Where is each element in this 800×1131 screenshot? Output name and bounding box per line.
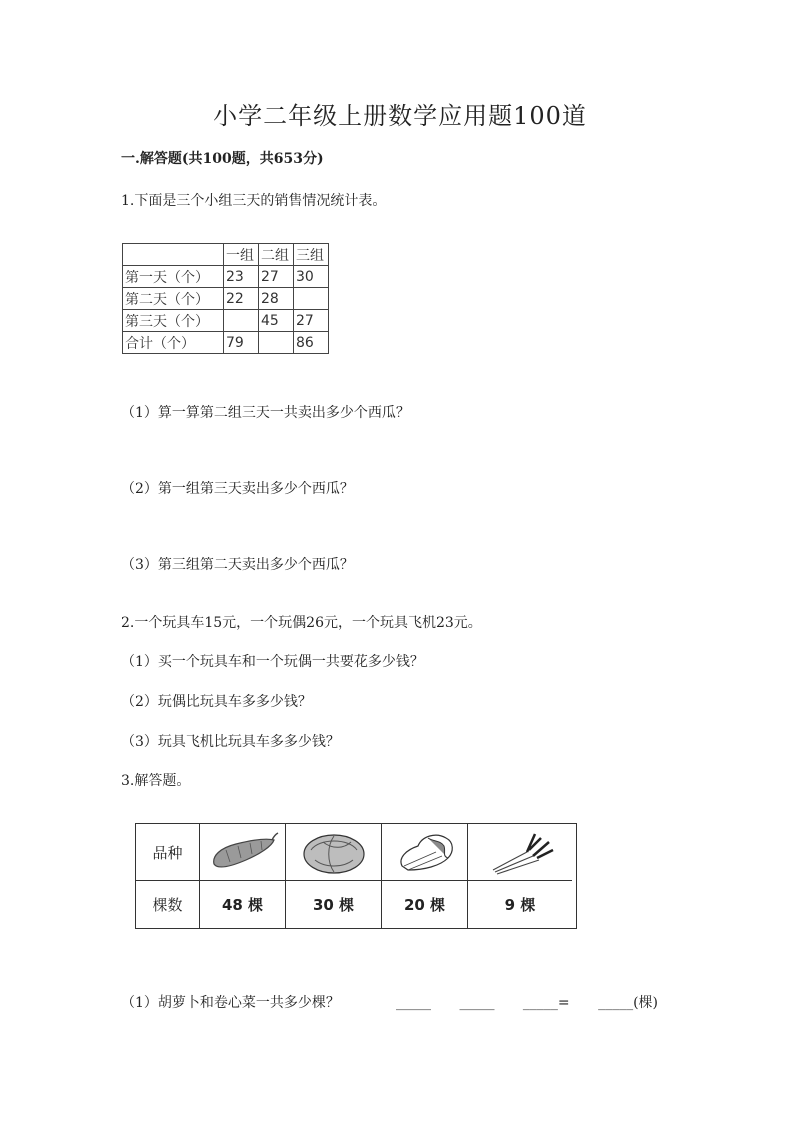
sales-table	[122, 243, 329, 354]
answer-blank[interactable]: _____=	[522, 995, 570, 1011]
table-row	[123, 332, 329, 354]
table-cell: 86	[294, 332, 329, 354]
question-3-sub-1: （1）胡萝卜和卷心菜一共多少棵？	[121, 995, 340, 1011]
question-2-stem: 2.一个玩具车15元，一个玩偶26元，一个玩具飞机23元。	[121, 615, 482, 631]
chinese-cabbage-count: 20 棵	[382, 881, 468, 928]
chinese-cabbage-icon	[382, 824, 468, 881]
table-row	[123, 310, 329, 332]
carrot-icon	[200, 824, 286, 881]
question-3-stem: 3.解答题。	[121, 773, 191, 789]
table-cell: 23	[224, 266, 259, 288]
table-cell: 第二天（个）	[123, 288, 224, 310]
table-cell: 合计（个）	[123, 332, 224, 354]
table-header-row	[123, 244, 329, 266]
question-2-sub-2: （2）玩偶比玩具车多多少钱？	[121, 694, 312, 710]
table-cell: 28	[259, 288, 294, 310]
table-cell	[294, 288, 329, 310]
answer-blanks	[396, 992, 658, 1012]
table-row	[123, 288, 329, 310]
answer-blank[interactable]: _____	[459, 995, 495, 1011]
table-row	[123, 266, 329, 288]
table-header-cell: 二组	[259, 244, 294, 266]
question-1-sub-2: （2）第一组第三天卖出多少个西瓜？	[121, 481, 354, 497]
table-header-cell: 三组	[294, 244, 329, 266]
table-cell: 79	[224, 332, 259, 354]
question-1-stem: 1.下面是三个小组三天的销售情况统计表。	[121, 193, 387, 209]
table-cell: 22	[224, 288, 259, 310]
question-2-sub-3: （3）玩具飞机比玩具车多多少钱？	[121, 734, 340, 750]
table-cell: 第一天（个）	[123, 266, 224, 288]
row-label-count: 棵数	[136, 881, 200, 928]
row-label-variety: 品种	[136, 824, 200, 881]
cabbage-count: 30 棵	[286, 881, 382, 928]
table-header-cell: 一组	[224, 244, 259, 266]
table-cell	[224, 310, 259, 332]
page-title: 小学二年级上册数学应用题100道	[213, 102, 587, 130]
table-cell: 30	[294, 266, 329, 288]
vegetable-table	[135, 823, 577, 929]
table-cell: 45	[259, 310, 294, 332]
green-onion-icon	[468, 824, 572, 881]
table-header-cell	[123, 244, 224, 266]
table-cell: 27	[259, 266, 294, 288]
green-onion-count: 9 棵	[504, 896, 536, 914]
section-heading: 一.解答题(共100题，共653分)	[121, 151, 324, 167]
answer-blank[interactable]: _____(棵)	[598, 995, 659, 1011]
question-1-sub-1: （1）算一算第二组三天一共卖出多少个西瓜？	[121, 405, 410, 421]
table-cell: 27	[294, 310, 329, 332]
answer-blank[interactable]: _____	[396, 995, 431, 1011]
question-1-sub-3: （3）第三组第二天卖出多少个西瓜？	[121, 557, 354, 573]
table-cell	[259, 332, 294, 354]
carrot-count: 48 棵	[200, 881, 286, 928]
question-2-sub-1: （1）买一个玩具车和一个玩偶一共要花多少钱？	[121, 654, 424, 670]
cabbage-icon	[286, 824, 382, 881]
table-cell: 第三天（个）	[123, 310, 224, 332]
